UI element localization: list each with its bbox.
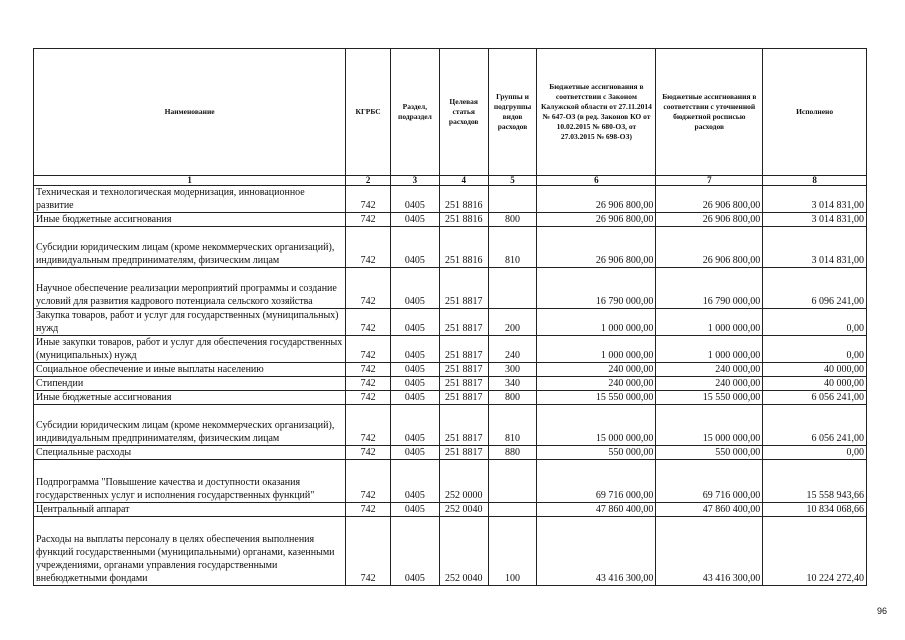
table-row <box>34 309 867 336</box>
row-section: 0405 <box>390 405 439 446</box>
table-row <box>34 227 867 268</box>
row-refined-amount: 26 906 800,00 <box>656 186 763 213</box>
row-kgrbs: 742 <box>346 336 391 363</box>
column-number: 6 <box>537 176 656 186</box>
row-executed-amount: 0,00 <box>763 336 867 363</box>
row-name: Социальное обеспечение и иные выплаты населению <box>34 363 346 377</box>
column-number: 2 <box>346 176 391 186</box>
row-group <box>488 503 537 517</box>
row-group <box>488 460 537 503</box>
row-name: Специальные расходы <box>34 446 346 460</box>
table-row <box>34 460 867 503</box>
column-number: 5 <box>488 176 537 186</box>
row-target: 251 8817 <box>439 446 488 460</box>
row-executed-amount: 3 014 831,00 <box>763 227 867 268</box>
row-kgrbs: 742 <box>346 517 391 586</box>
row-kgrbs: 742 <box>346 309 391 336</box>
row-group: 880 <box>488 446 537 460</box>
row-kgrbs: 742 <box>346 363 391 377</box>
row-section: 0405 <box>390 446 439 460</box>
page-number: 96 <box>877 606 888 616</box>
row-executed-amount: 40 000,00 <box>763 363 867 377</box>
row-name: Научное обеспечение реализации мероприятий программы и создание условий для развития кадрового потенциала сельского хозяйства <box>34 268 346 309</box>
header-executed: Исполнено <box>763 49 867 176</box>
table-row <box>34 268 867 309</box>
row-target: 252 0000 <box>439 460 488 503</box>
row-executed-amount: 0,00 <box>763 446 867 460</box>
header-law-allocations: Бюджетные ассигнования в соответствии с Законом Калужской области от 27.11.2014 № 647-ОЗ (в ред. Законов КО от 10.02.2015 № 680-ОЗ, от 27.03.2015 № 698-ОЗ) <box>537 49 656 176</box>
row-refined-amount: 16 790 000,00 <box>656 268 763 309</box>
row-name: Закупка товаров, работ и услуг для государственных (муниципальных) нужд <box>34 309 346 336</box>
row-section: 0405 <box>390 227 439 268</box>
row-kgrbs: 742 <box>346 460 391 503</box>
row-executed-amount: 40 000,00 <box>763 377 867 391</box>
row-group: 200 <box>488 309 537 336</box>
budget-execution-table <box>33 48 867 586</box>
row-name: Иные закупки товаров, работ и услуг для обеспечения государственных (муниципальных) нужд <box>34 336 346 363</box>
table-row <box>34 336 867 363</box>
column-number: 4 <box>439 176 488 186</box>
row-group: 300 <box>488 363 537 377</box>
row-section: 0405 <box>390 377 439 391</box>
table-row <box>34 405 867 446</box>
row-executed-amount: 3 014 831,00 <box>763 213 867 227</box>
row-kgrbs: 742 <box>346 377 391 391</box>
row-executed-amount: 10 224 272,40 <box>763 517 867 586</box>
row-refined-amount: 15 550 000,00 <box>656 391 763 405</box>
row-section: 0405 <box>390 363 439 377</box>
row-refined-amount: 26 906 800,00 <box>656 213 763 227</box>
table-row <box>34 446 867 460</box>
column-number-row <box>34 176 867 186</box>
row-law-amount: 47 860 400,00 <box>537 503 656 517</box>
row-executed-amount: 6 056 241,00 <box>763 405 867 446</box>
row-target: 251 8817 <box>439 336 488 363</box>
header-name: Наименование <box>34 49 346 176</box>
row-section: 0405 <box>390 268 439 309</box>
table-row <box>34 517 867 586</box>
row-group <box>488 186 537 213</box>
column-number: 7 <box>656 176 763 186</box>
row-name: Стипендии <box>34 377 346 391</box>
row-law-amount: 550 000,00 <box>537 446 656 460</box>
table-row <box>34 213 867 227</box>
row-refined-amount: 240 000,00 <box>656 363 763 377</box>
row-executed-amount: 0,00 <box>763 309 867 336</box>
row-group: 240 <box>488 336 537 363</box>
row-target: 251 8817 <box>439 268 488 309</box>
row-target: 251 8817 <box>439 363 488 377</box>
row-kgrbs: 742 <box>346 213 391 227</box>
row-law-amount: 16 790 000,00 <box>537 268 656 309</box>
table-row <box>34 363 867 377</box>
row-group: 800 <box>488 391 537 405</box>
row-name: Иные бюджетные ассигнования <box>34 213 346 227</box>
header-section: Раздел, подраздел <box>390 49 439 176</box>
table-row <box>34 391 867 405</box>
row-target: 251 8816 <box>439 186 488 213</box>
row-name: Центральный аппарат <box>34 503 346 517</box>
table-row <box>34 377 867 391</box>
row-target: 251 8816 <box>439 213 488 227</box>
row-name: Техническая и технологическая модернизация, инновационное развитие <box>34 186 346 213</box>
row-kgrbs: 742 <box>346 227 391 268</box>
row-law-amount: 240 000,00 <box>537 377 656 391</box>
row-law-amount: 15 550 000,00 <box>537 391 656 405</box>
row-law-amount: 15 000 000,00 <box>537 405 656 446</box>
row-name: Расходы на выплаты персоналу в целях обеспечения выполнения функций государственными (муниципальными) органами, казенными учреждениями, органами управления государственными внебюджетными фондами <box>34 517 346 586</box>
row-section: 0405 <box>390 186 439 213</box>
table-row <box>34 503 867 517</box>
row-law-amount: 1 000 000,00 <box>537 336 656 363</box>
column-number: 3 <box>390 176 439 186</box>
row-kgrbs: 742 <box>346 405 391 446</box>
row-kgrbs: 742 <box>346 446 391 460</box>
row-target: 252 0040 <box>439 503 488 517</box>
row-law-amount: 43 416 300,00 <box>537 517 656 586</box>
row-kgrbs: 742 <box>346 186 391 213</box>
row-group: 810 <box>488 405 537 446</box>
row-executed-amount: 15 558 943,66 <box>763 460 867 503</box>
row-group <box>488 268 537 309</box>
row-executed-amount: 6 056 241,00 <box>763 391 867 405</box>
header-kgrbs: КГРБС <box>346 49 391 176</box>
header-expense-groups: Группы и подгруппы видов расходов <box>488 49 537 176</box>
row-refined-amount: 47 860 400,00 <box>656 503 763 517</box>
row-target: 251 8817 <box>439 405 488 446</box>
row-target: 252 0040 <box>439 517 488 586</box>
row-kgrbs: 742 <box>346 268 391 309</box>
header-refined-allocations: Бюджетные ассигнования в соответствии с уточненной бюджетной росписью расходов <box>656 49 763 176</box>
row-refined-amount: 1 000 000,00 <box>656 309 763 336</box>
row-law-amount: 26 906 800,00 <box>537 186 656 213</box>
row-law-amount: 26 906 800,00 <box>537 213 656 227</box>
row-law-amount: 1 000 000,00 <box>537 309 656 336</box>
row-group: 340 <box>488 377 537 391</box>
row-executed-amount: 3 014 831,00 <box>763 186 867 213</box>
table-header-row <box>34 49 867 176</box>
row-group: 100 <box>488 517 537 586</box>
row-section: 0405 <box>390 460 439 503</box>
row-refined-amount: 26 906 800,00 <box>656 227 763 268</box>
column-number: 8 <box>763 176 867 186</box>
row-name: Субсидии юридическим лицам (кроме некоммерческих организаций), индивидуальным предпринимателям, физическим лицам <box>34 227 346 268</box>
row-law-amount: 69 716 000,00 <box>537 460 656 503</box>
row-group: 810 <box>488 227 537 268</box>
row-section: 0405 <box>390 213 439 227</box>
row-executed-amount: 10 834 068,66 <box>763 503 867 517</box>
row-target: 251 8817 <box>439 309 488 336</box>
row-kgrbs: 742 <box>346 391 391 405</box>
row-section: 0405 <box>390 517 439 586</box>
column-number: 1 <box>34 176 346 186</box>
row-refined-amount: 43 416 300,00 <box>656 517 763 586</box>
row-section: 0405 <box>390 503 439 517</box>
row-refined-amount: 240 000,00 <box>656 377 763 391</box>
row-law-amount: 240 000,00 <box>537 363 656 377</box>
row-section: 0405 <box>390 391 439 405</box>
row-refined-amount: 15 000 000,00 <box>656 405 763 446</box>
table-row <box>34 186 867 213</box>
row-target: 251 8817 <box>439 377 488 391</box>
row-law-amount: 26 906 800,00 <box>537 227 656 268</box>
row-target: 251 8817 <box>439 391 488 405</box>
row-executed-amount: 6 096 241,00 <box>763 268 867 309</box>
row-name: Подпрограмма "Повышение качества и доступности оказания государственных услуг и исполнения государственных функций" <box>34 460 346 503</box>
row-target: 251 8816 <box>439 227 488 268</box>
row-kgrbs: 742 <box>346 503 391 517</box>
row-refined-amount: 1 000 000,00 <box>656 336 763 363</box>
row-section: 0405 <box>390 336 439 363</box>
row-refined-amount: 69 716 000,00 <box>656 460 763 503</box>
row-group: 800 <box>488 213 537 227</box>
row-section: 0405 <box>390 309 439 336</box>
row-name: Иные бюджетные ассигнования <box>34 391 346 405</box>
row-name: Субсидии юридическим лицам (кроме некоммерческих организаций), индивидуальным предпринимателям, физическим лицам <box>34 405 346 446</box>
header-target-article: Целевая статья расходов <box>439 49 488 176</box>
row-refined-amount: 550 000,00 <box>656 446 763 460</box>
